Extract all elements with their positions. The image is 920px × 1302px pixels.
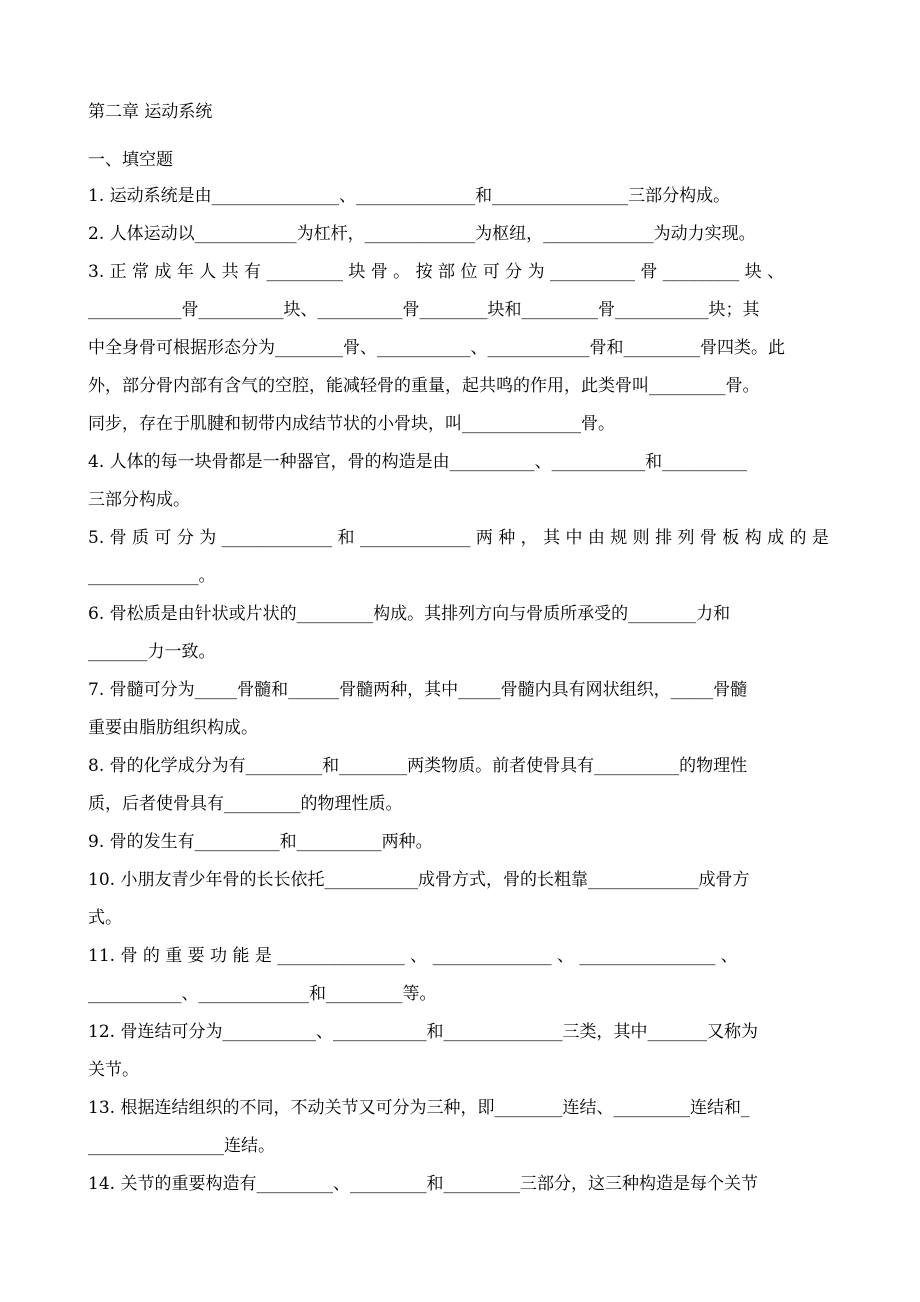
question-line: 重要由脂肪组织构成。 [88, 718, 258, 738]
question-line: _______力一致。 [88, 642, 216, 662]
question-line: 1. 运动系统是由_______________、______________和________________三部分构成。 [88, 186, 731, 206]
chapter-title: 第二章 运动系统 [88, 102, 213, 122]
question-line: 3. 正 常 成 年 人 共 有 _________ 块 骨 。 按 部 位 可 分 为 __________ 骨 _________ 块 、 [88, 262, 785, 282]
question-line: ___________骨__________块、__________骨________块和_________骨___________块；其 [88, 300, 760, 320]
question-line: 外，部分骨内部有含气的空腔，能减轻骨的重量，起共鸣的作用，此类骨叫_________骨。 [88, 376, 760, 396]
question-line: 5. 骨 质 可 分 为 _____________ 和 _____________ 两 种 ， 其 中 由 规 则 排 列 骨 板 构 成 的 是 [88, 528, 829, 548]
question-line: 质，后者使骨具有_________的物理性质。 [88, 794, 403, 814]
question-line: 13. 根据连结组织的不同，不动关节又可分为三种，即________连结、_________连结和_ [88, 1098, 750, 1118]
question-line: 4. 人体的每一块骨都是一种器官，骨的构造是由__________、___________和__________ [88, 452, 748, 472]
section-heading: 一、填空题 [88, 150, 173, 170]
question-line: _____________。 [88, 566, 216, 586]
question-line: 8. 骨的化学成分为有_________和________两类物质。前者使骨具有__________的物理性 [88, 756, 748, 776]
question-line: 2. 人体运动以____________为杠杆，_____________为枢纽，_____________为动力实现。 [88, 224, 756, 244]
question-line: 6. 骨松质是由针状或片状的_________构成。其排列方向与骨质所承受的________力和 [88, 604, 731, 624]
question-line: 7. 骨髓可分为_____骨髓和______骨髓两种，其中_____骨髓内具有网状组织，_____骨髓 [88, 680, 748, 700]
question-line: 10. 小朋友青少年骨的长长依托___________成骨方式，骨的长粗靠_____________成骨方 [88, 870, 750, 890]
question-line: 关节。 [88, 1060, 139, 1080]
question-line: 11. 骨 的 重 要 功 能 是 _______________ 、 ______________ 、 ________________ 、 [88, 946, 738, 966]
question-line: 同步，存在于肌腱和韧带内成结节状的小骨块，叫______________骨。 [88, 414, 615, 434]
question-line: 14. 关节的重要构造有_________、_________和_________三部分，这三种构造是每个关节 [88, 1174, 758, 1194]
question-line: ________________连结。 [88, 1136, 275, 1156]
question-line: 中全身骨可根据形态分为________骨、___________、____________骨和_________骨四类。此 [88, 338, 785, 358]
question-line: 9. 骨的发生有__________和__________两种。 [88, 832, 433, 852]
question-line: ___________、_____________和_________等。 [88, 984, 437, 1004]
question-line: 式。 [88, 908, 122, 928]
question-line: 12. 骨连结可分为___________、___________和______________三类，其中_______又称为 [88, 1022, 758, 1042]
question-line: 三部分构成。 [88, 490, 190, 510]
